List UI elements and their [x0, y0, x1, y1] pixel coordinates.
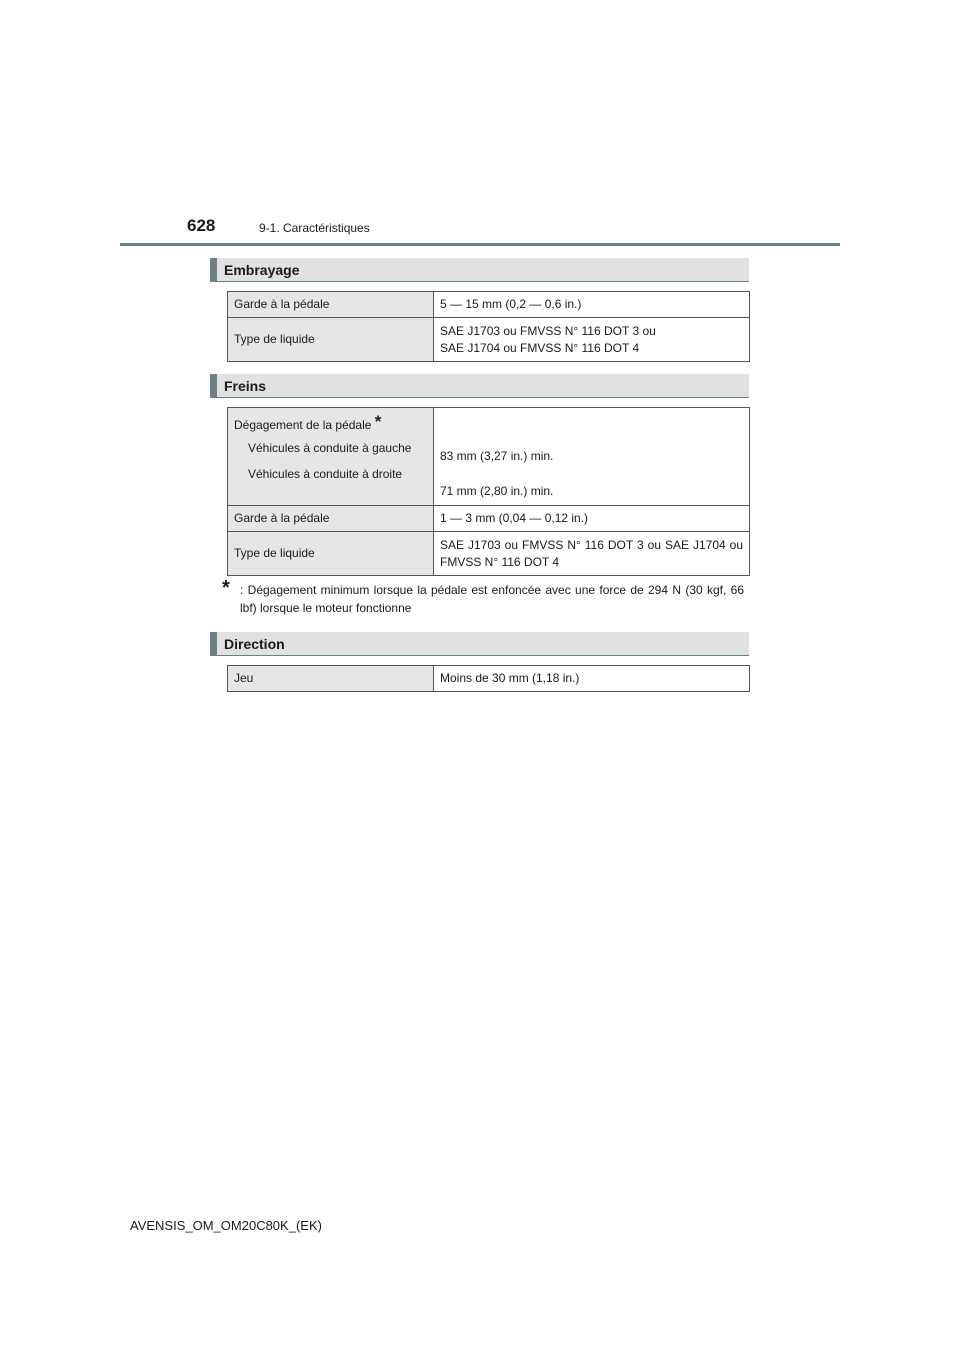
section-marker [210, 258, 217, 281]
row-label: Garde à la pédale [228, 506, 434, 532]
row-value: 5 — 15 mm (0,2 — 0,6 in.) [434, 292, 750, 318]
footnote-text: : Dégagement minimum lorsque la pédale est enfoncée avec une force de 294 N (30 kgf, 66 lbf) lorsque le moteur fonctionne [240, 583, 744, 615]
row-value [434, 318, 750, 362]
table-row [228, 292, 750, 318]
row-value-line: SAE J1704 ou FMVSS N° 116 DOT 4 [440, 340, 640, 355]
embrayage-table [227, 291, 750, 362]
sub-label-droite: Véhicules à conduite à droite [248, 467, 403, 481]
row-label: Jeu [228, 666, 434, 692]
section-marker [210, 632, 217, 655]
row-label: Type de liquide [228, 318, 434, 362]
row-label: Type de liquide [228, 532, 434, 576]
chapter-title: 9-1. Caractéristiques [259, 221, 370, 235]
row-label [228, 408, 434, 506]
section-heading-embrayage [210, 258, 749, 282]
section-heading-freins [210, 374, 749, 398]
asterisk-icon: * [374, 412, 382, 431]
table-row [228, 532, 750, 576]
section-title: Direction [224, 636, 285, 652]
freins-table [227, 407, 750, 576]
section-marker [210, 374, 217, 397]
direction-table [227, 665, 750, 692]
header-divider [120, 243, 840, 246]
degagement-label: Dégagement de la pédale [234, 418, 372, 432]
table-row [228, 318, 750, 362]
section-title: Embrayage [224, 262, 300, 278]
row-value [434, 408, 750, 506]
row-value: 1 — 3 mm (0,04 — 0,12 in.) [434, 506, 750, 532]
page-number: 628 [187, 216, 216, 235]
asterisk-icon: * [222, 577, 230, 599]
row-value: Moins de 30 mm (1,18 in.) [434, 666, 750, 692]
sub-label-gauche: Véhicules à conduite à gauche [248, 441, 412, 455]
table-row [228, 506, 750, 532]
table-row [228, 666, 750, 692]
value-gauche: 83 mm (3,27 in.) min. [440, 449, 554, 463]
value-droite: 71 mm (2,80 in.) min. [440, 484, 554, 498]
section-heading-direction [210, 632, 749, 656]
table-row [228, 408, 750, 506]
document-code: AVENSIS_OM_OM20C80K_(EK) [130, 1218, 322, 1233]
row-value-line: SAE J1703 ou FMVSS N° 116 DOT 3 ou [440, 323, 656, 338]
row-value: SAE J1703 ou FMVSS N° 116 DOT 3 ou SAE J1704 ou FMVSS N° 116 DOT 4 [434, 532, 750, 576]
section-title: Freins [224, 378, 267, 394]
footnote [222, 577, 744, 617]
row-label: Garde à la pédale [228, 292, 434, 318]
